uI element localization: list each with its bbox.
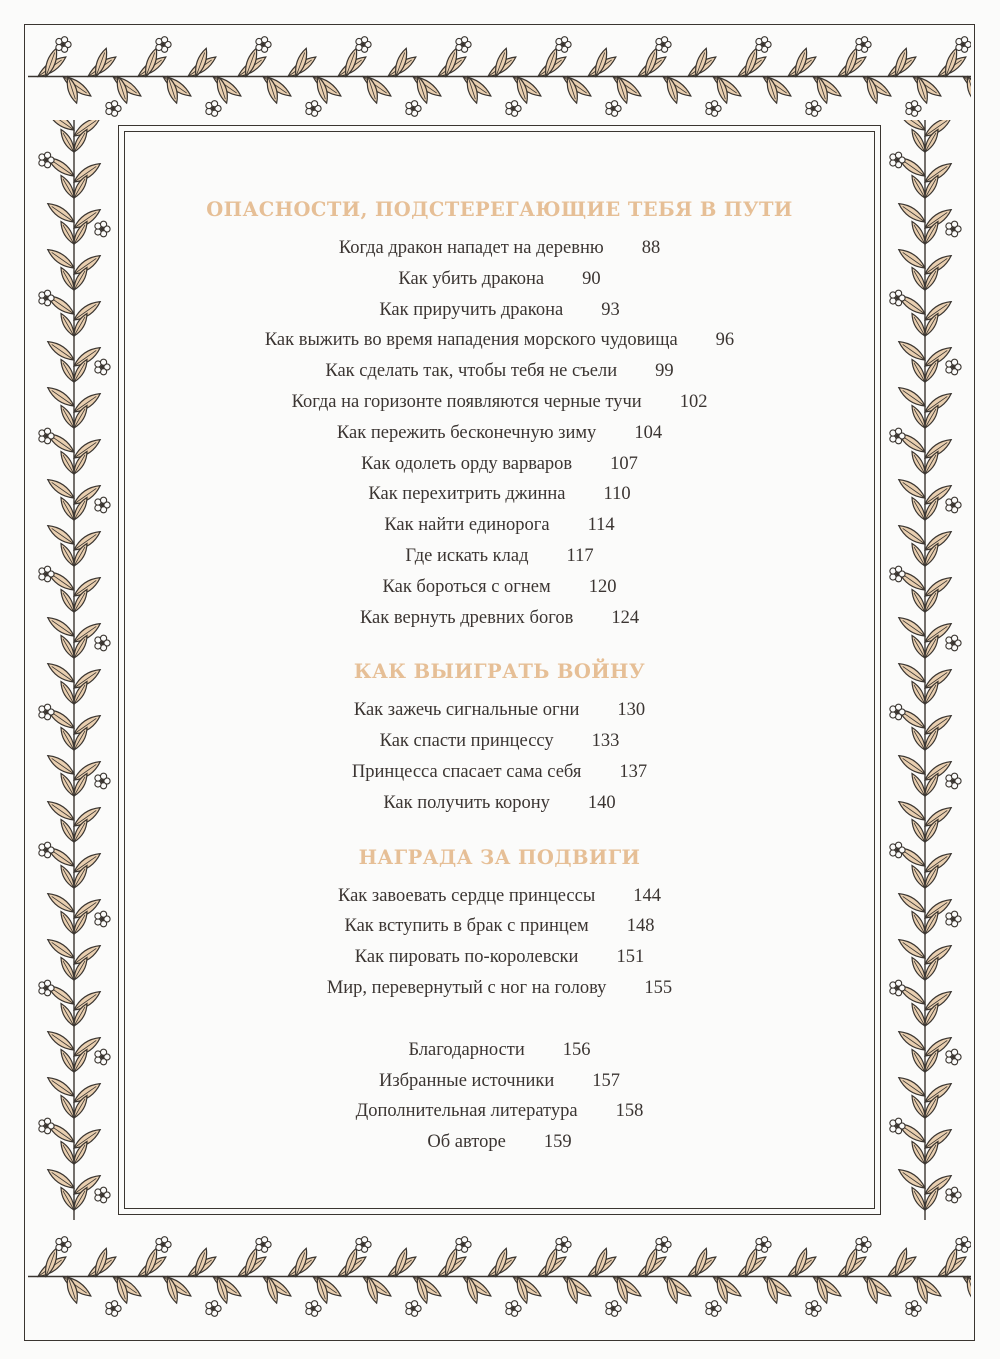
toc-entry-title: Когда на горизонте появляются черные тучи xyxy=(291,391,642,412)
toc-entry[interactable] xyxy=(128,295,871,326)
toc-entry[interactable] xyxy=(128,603,871,634)
toc-entry-title: Мир, перевернутый с ног на голову xyxy=(326,977,607,998)
toc-entry[interactable] xyxy=(128,572,871,603)
toc-entry-title: Когда дракон нападет на деревню xyxy=(338,238,604,258)
toc-entry-title: Как выжить во время нападения морского чудовища xyxy=(264,330,678,351)
toc-entry-page-number: 156 xyxy=(562,1039,591,1060)
toc-entry-title: Принцесса спасает сама себя xyxy=(351,761,582,782)
toc-entry-title: Как вступить в брак с принцем xyxy=(344,916,589,937)
toc-entry[interactable] xyxy=(128,973,871,1004)
toc-entry-page-number: 88 xyxy=(641,238,661,258)
toc-entry[interactable] xyxy=(128,942,871,973)
toc-entry[interactable] xyxy=(128,911,871,942)
toc-section-war xyxy=(128,659,871,818)
toc-entry-title: Где искать клад xyxy=(405,545,529,566)
toc-entry[interactable] xyxy=(128,356,871,387)
toc-entry-title: Об авторе xyxy=(427,1132,506,1153)
toc-entry-title: Как одолеть орду варваров xyxy=(361,453,573,474)
toc-entry-title: Как вернуть древних богов xyxy=(359,607,574,628)
toc-entry-page-number: 120 xyxy=(588,576,617,597)
toc-entry-page-number: 124 xyxy=(611,607,640,628)
toc-entry-page-number: 90 xyxy=(582,268,601,289)
toc-entry[interactable] xyxy=(128,449,871,480)
floral-border-top-icon xyxy=(28,28,971,125)
toc-entry[interactable] xyxy=(128,264,871,295)
toc-entry-title: Как пережить бесконечную зиму xyxy=(336,422,597,443)
toc-section-reward xyxy=(128,845,871,1004)
toc-entry-page-number: 151 xyxy=(616,947,645,968)
toc-entry-page-number: 140 xyxy=(587,792,616,813)
toc-entry[interactable] xyxy=(128,418,871,449)
floral-border-bottom-icon xyxy=(28,1216,971,1337)
toc-entry-page-number: 159 xyxy=(543,1132,572,1153)
section-title: ОПАСНОСТИ, ПОДСТЕРЕГАЮЩИЕ ТЕБЯ В ПУТИ xyxy=(206,198,793,221)
toc-entry[interactable] xyxy=(128,479,871,510)
toc-entry-title: Как получить корону xyxy=(383,792,550,813)
toc-entry-page-number: 110 xyxy=(603,484,631,505)
toc-entry-page-number: 104 xyxy=(634,422,663,443)
toc-entry-title: Как спасти принцессу xyxy=(379,731,554,752)
toc-entry-title: Избранные источники xyxy=(378,1070,555,1091)
toc-entry-page-number: 133 xyxy=(591,731,620,752)
toc-entry-page-number: 107 xyxy=(610,453,638,474)
toc-entry-page-number: 158 xyxy=(615,1101,644,1122)
toc-section-dangers xyxy=(128,197,871,633)
toc-entry[interactable] xyxy=(128,757,871,788)
toc-entry-title: Дополнительная литература xyxy=(355,1101,578,1122)
toc-entry-page-number: 144 xyxy=(633,885,662,906)
section-title: КАК ВЫИГРАТЬ ВОЙНУ xyxy=(353,660,646,684)
toc-entry-title: Благодарности xyxy=(408,1039,525,1060)
toc-entry[interactable] xyxy=(128,726,871,757)
toc-entry[interactable] xyxy=(128,387,871,418)
toc-entry-page-number: 157 xyxy=(592,1070,621,1091)
toc-entry-title: Как пировать по-королевски xyxy=(354,947,579,968)
toc-entry-page-number: 114 xyxy=(587,515,615,536)
toc-entry-page-number: 155 xyxy=(644,977,673,998)
toc-entry-page-number: 137 xyxy=(619,761,648,782)
toc-entry[interactable] xyxy=(128,881,871,912)
floral-border-left-icon xyxy=(28,120,120,1220)
toc-entry[interactable] xyxy=(128,1127,871,1158)
toc-entry-title: Как завоевать сердце принцессы xyxy=(337,885,596,906)
toc-entry-title: Как убить дракона xyxy=(398,268,545,289)
toc-entry-title: Как зажечь сигнальные огни xyxy=(353,700,580,721)
floral-border-right-icon xyxy=(879,120,971,1220)
toc-entry-page-number: 148 xyxy=(626,916,655,937)
toc-entry-title: Как приручить дракона xyxy=(379,299,564,320)
toc-entry-page-number: 96 xyxy=(715,330,735,351)
toc-entry[interactable] xyxy=(128,510,871,541)
toc-entry[interactable] xyxy=(128,541,871,572)
toc-entry-page-number: 102 xyxy=(679,391,708,412)
toc-entry[interactable] xyxy=(128,233,871,264)
section-title: НАГРАДА ЗА ПОДВИГИ xyxy=(358,845,641,869)
toc-entry-title: Как сделать так, чтобы тебя не съели xyxy=(325,361,618,382)
toc-entry-title: Как бороться с огнем xyxy=(382,576,551,597)
toc-entry-title: Как перехитрить джинна xyxy=(368,484,566,505)
toc-entry[interactable] xyxy=(128,1035,871,1066)
toc-entry-page-number: 93 xyxy=(601,299,620,320)
toc-entry-page-number: 130 xyxy=(617,700,646,721)
table-of-contents xyxy=(128,135,871,1158)
toc-entry[interactable] xyxy=(128,325,871,356)
toc-entry-page-number: 99 xyxy=(655,361,674,382)
toc-entry-title: Как найти единорога xyxy=(384,515,550,536)
toc-entry[interactable] xyxy=(128,1096,871,1127)
toc-entry[interactable] xyxy=(128,1066,871,1097)
toc-entry-page-number: 117 xyxy=(566,545,594,566)
toc-entry[interactable] xyxy=(128,788,871,819)
toc-entry[interactable] xyxy=(128,695,871,726)
toc-back-matter xyxy=(128,1035,871,1158)
